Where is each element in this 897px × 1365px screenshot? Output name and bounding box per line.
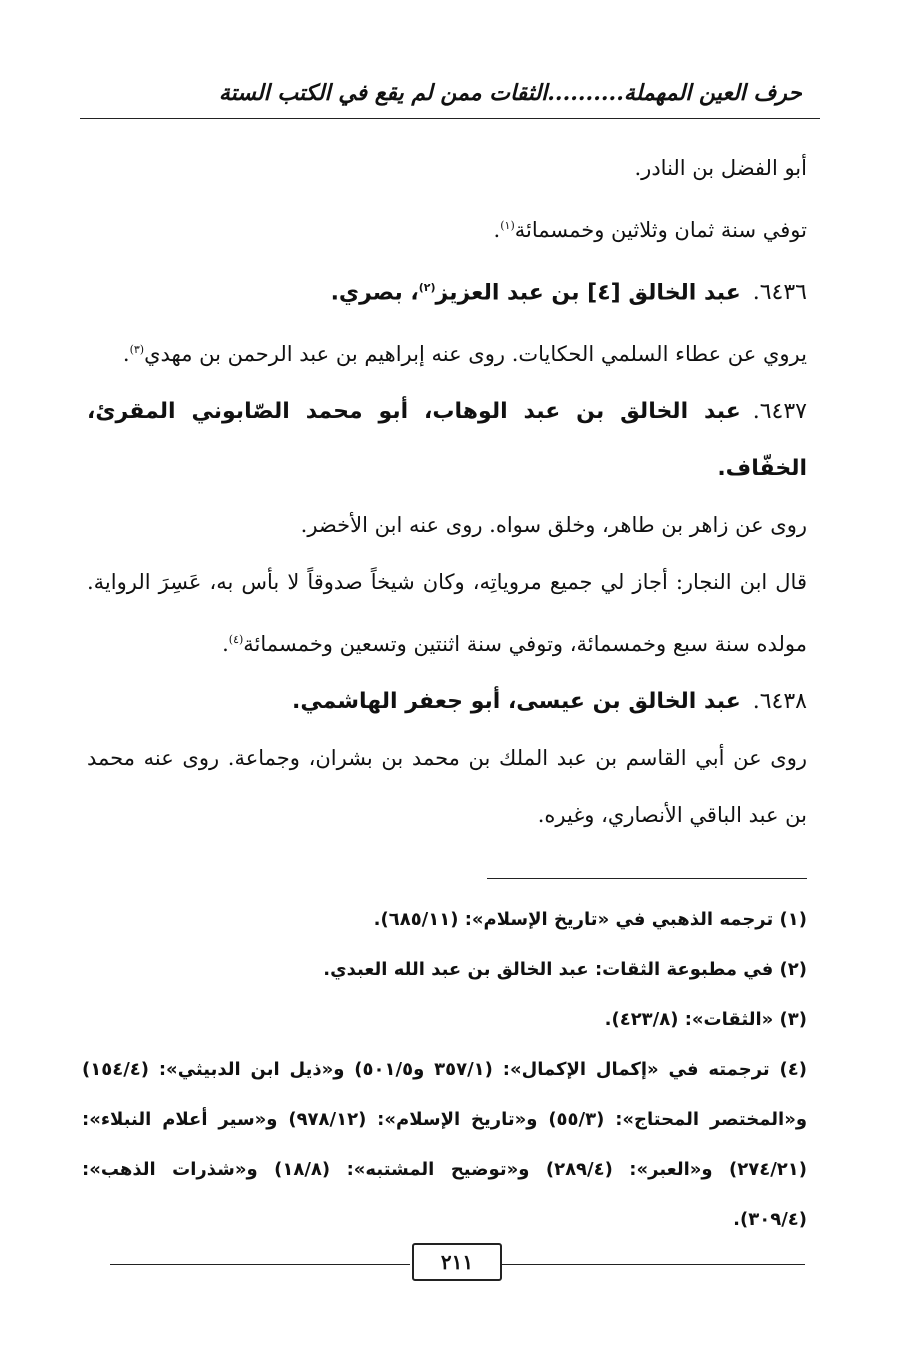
entry-heading-6437 — [87, 383, 807, 497]
entry-number: ٦٤٣٧. — [752, 399, 807, 425]
paragraph-text: أبو الفضل بن النادر. — [634, 156, 807, 180]
entry-heading-6438 — [87, 673, 807, 730]
footer-rule-left — [110, 1264, 410, 1265]
paragraph-text: قال ابن النجار: أجاز لي جميع مروياتِه، وكان شيخاً صدوقاً لا بأس به، عَسِرَ الرواية. مولده سنة سبع وخمسمائة، وتوفي سنة اثنتين وتسعين وخمسمائة — [87, 570, 807, 657]
entry-title: عبد الخالق بن عبد الوهاب، أبو محمد الصّابوني المقرئ، الخفّاف. — [87, 399, 807, 482]
paragraph-text: روى عن زاهر بن طاهر، وخلق سواه. روى عنه ابن الأخضر. — [300, 513, 807, 538]
paragraph — [87, 140, 807, 197]
page-number: ٢١١ — [412, 1243, 502, 1281]
footnote-4: (٤) ترجمته في «إكمال الإكمال»: (٣٥٧/١ و٥٠١/٥) و«ذيل ابن الدبيثي»: (١٥٤/٤) و«المختصر المحتاج»: (٥٥/٣) و«تاريخ الإسلام»: (٩٧٨/١٢) و«سير أعلام النبلاء»: (٢٧٤/٢١) و«العبر»: (٢٨٩/٤) و«توضيح المشتبه»: (١٨/٨) و«شذرات الذهب»: (٣٠٩/٤). — [82, 1059, 808, 1230]
main-text — [87, 140, 807, 844]
footnote-3: (٣) «الثقات»: (٤٢٣/٨). — [604, 1009, 807, 1030]
entry-number: ٦٤٣٨. — [752, 689, 807, 715]
footnote-separator — [487, 878, 807, 879]
footnote-ref: (٤) — [228, 633, 244, 647]
paragraph — [87, 497, 807, 554]
entry-title-suffix: ، بصري. — [330, 280, 419, 306]
footnotes — [82, 895, 807, 1245]
paragraph-text: روى عن أبي القاسم بن عبد الملك بن محمد بن بشران، وجماعة. روى عنه محمد بن عبد الباقي الأنصاري، وغيره. — [87, 746, 807, 828]
paragraph: يروي عن عطاء السلمي الحكايات. روى عنه إبراهيم بن عبد الرحمن بن مهدي$^{(٣)}$. — [122, 342, 807, 367]
paragraph-text: يروي عن عطاء السلمي الحكايات. روى عنه إبراهيم بن عبد الرحمن بن مهدي — [144, 342, 807, 367]
footnote-2: (٢) في مطبوعة الثقات: عبد الخالق بن عبد الله العبدي. — [323, 959, 807, 980]
entry-title: عبد الخالق [٤] بن عبد العزيز — [435, 280, 741, 306]
footnote-ref: (١) — [500, 219, 515, 232]
footnote-ref: (٣) — [129, 343, 145, 357]
paragraph — [87, 730, 807, 844]
header-rule — [80, 118, 820, 119]
entry-heading-6436 — [87, 259, 807, 321]
entry-number: ٦٤٣٦. — [752, 280, 807, 306]
paragraph-text: توفي سنة ثمان وثلاثين وخمسمائة — [514, 218, 807, 242]
running-header: حرف العين المهملة..........الثقات ممن لم يقع في الكتب الستة — [218, 80, 802, 106]
footnote-ref: (٢) — [418, 281, 436, 294]
footer-rule-right — [500, 1264, 805, 1265]
paragraph: توفي سنة ثمان وثلاثين وخمسمائة$^{(١)}$. — [493, 218, 807, 242]
paragraph: قال ابن النجار: أجاز لي جميع مروياتِه، وكان شيخاً صدوقاً لا بأس به، عَسِرَ الرواية. مولده سنة سبع وخمسمائة، وتوفي سنة اثنتين وتسعين وخمسمائة$^{(٤)}$. — [87, 570, 807, 657]
footnote-1: (١) ترجمه الذهبي في «تاريخ الإسلام»: (٦٨٥/١١). — [373, 909, 807, 930]
entry-title: عبد الخالق بن عيسى، أبو جعفر الهاشمي. — [292, 689, 741, 715]
